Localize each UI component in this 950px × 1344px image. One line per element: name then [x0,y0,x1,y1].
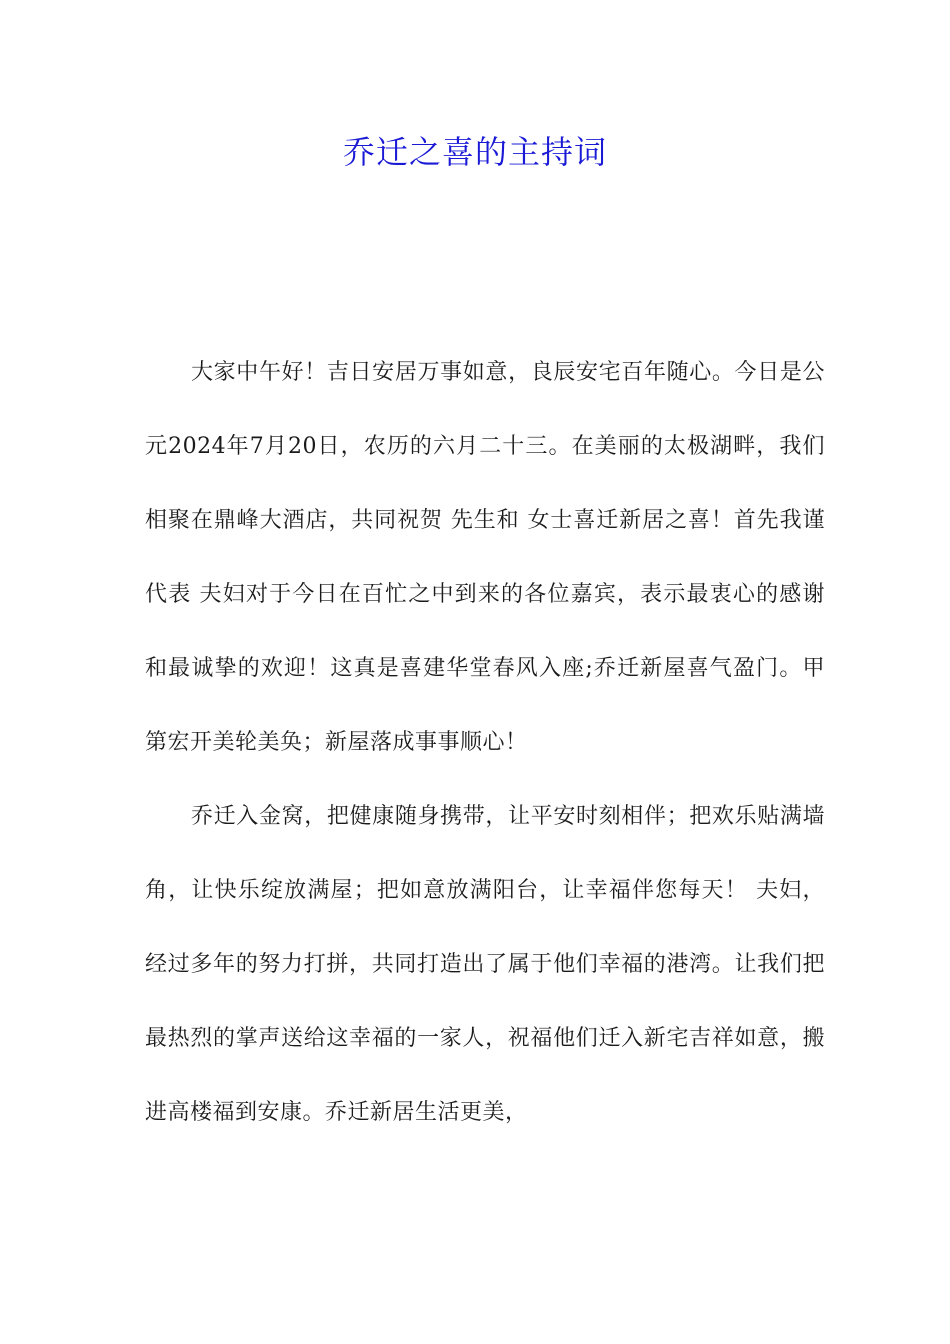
document-title: 乔迁之喜的主持词 [342,133,607,171]
paragraph-1: 大家中午好！吉日安居万事如意，良辰安宅百年随心。今日是公元2024年7月20日，农历的六月二十三。在美丽的太极湖畔，我们相聚在鼎峰大酒店，共同祝贺 先生和 女士喜迁新居之喜！首先我谨代表 夫妇对于今日在百忙之中到来的各位嘉宾，表示最衷心的感谢和最诚挚的欢迎！这真是喜建华堂春风入座;乔迁新屋喜气盈门。甲第宏开美轮美奂；新屋落成事事顺心！ [145,360,825,755]
paragraph-2: 乔迁入金窝，把健康随身携带，让平安时刻相伴；把欢乐贴满墙角，让快乐绽放满屋；把如意放满阳台，让幸福伴您每天！ 夫妇，经过多年的努力打拼，共同打造出了属于他们幸福的港湾。让我们把最热烈的掌声送给这幸福的一家人，祝福他们迁入新宅吉祥如意，搬进高楼福到安康。乔迁新居生活更美， [145,804,825,1125]
document-body [145,336,825,1150]
